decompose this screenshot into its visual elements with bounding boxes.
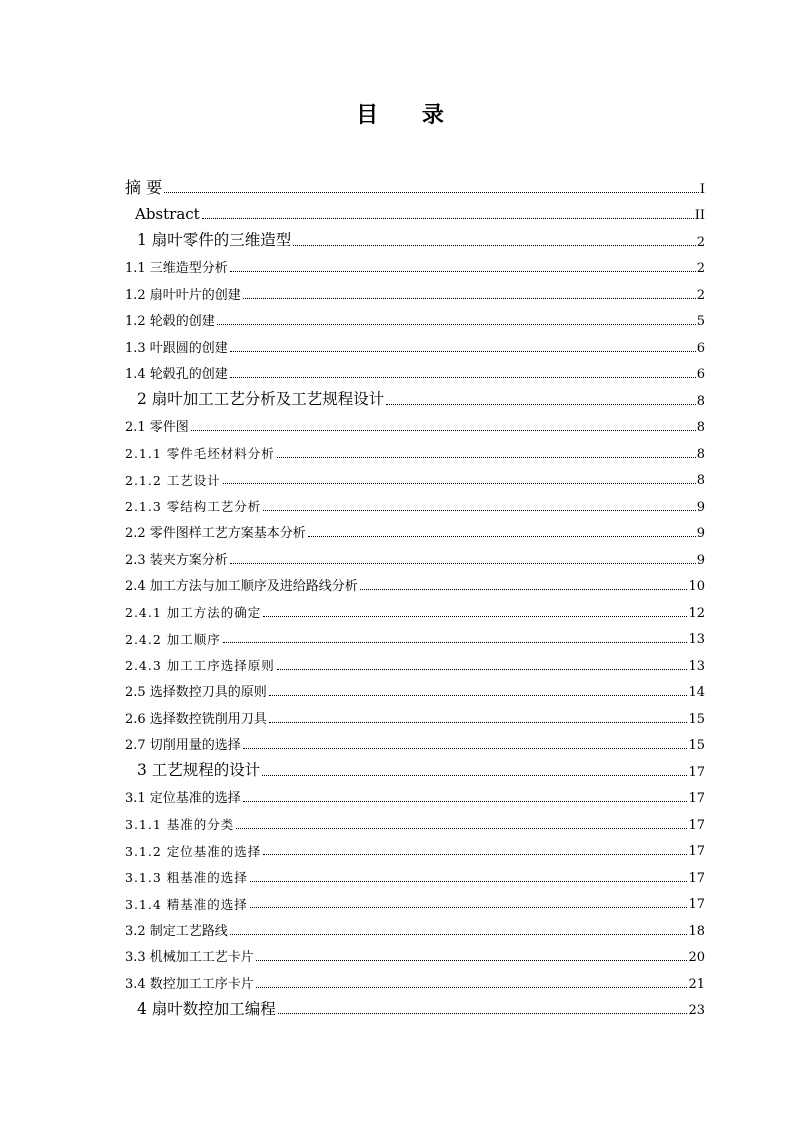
toc-entry-title: 3.4 数控加工工序卡片 <box>125 976 254 992</box>
toc-entry[interactable] <box>125 885 705 912</box>
dot-leader <box>277 669 688 670</box>
toc-entry-title: 2.4.1 加工方法的确定 <box>125 605 262 620</box>
dot-leader <box>230 351 696 352</box>
toc-entry[interactable] <box>125 222 705 249</box>
toc-entry-page: 2 <box>696 234 705 250</box>
toc-entry-title: 1.4 轮毂孔的创建 <box>125 367 228 382</box>
toc-entry-title: 3.1 定位基准的选择 <box>125 791 241 806</box>
toc-entry-title: 2 扇叶加工工艺分析及工艺规程设计 <box>137 390 385 408</box>
toc-entry[interactable] <box>125 752 705 779</box>
toc-entry-page: 6 <box>696 367 705 382</box>
dot-leader <box>277 457 696 458</box>
toc-entry[interactable] <box>125 302 705 329</box>
toc-entry-title: 2.1 零件图 <box>125 420 189 435</box>
toc-entry-title: 2.1.1 零件毛坯材料分析 <box>125 446 275 461</box>
toc-entry[interactable] <box>125 832 705 859</box>
toc-entry[interactable] <box>125 249 705 276</box>
toc-entry[interactable] <box>125 991 705 1018</box>
toc-entry-title: 1.2 轮毂的创建 <box>125 314 215 329</box>
dot-leader <box>236 828 687 829</box>
dot-leader <box>230 934 688 935</box>
toc-entry[interactable] <box>125 964 705 991</box>
toc-entry-page: 17 <box>688 791 705 806</box>
toc-entry-page: II <box>694 208 705 223</box>
toc-entry-page: 17 <box>688 897 705 912</box>
toc-entry-page: 12 <box>688 605 705 621</box>
toc-entry-page: 13 <box>688 658 705 674</box>
dot-leader <box>250 907 688 908</box>
dot-leader <box>230 563 696 564</box>
toc-entry-page: 9 <box>696 499 705 515</box>
toc-entry-title: 3 工艺规程的设计 <box>137 761 261 779</box>
dot-leader <box>269 722 688 723</box>
toc-entry-page: 17 <box>688 817 705 833</box>
toc-entry[interactable] <box>125 593 705 620</box>
toc-entry[interactable] <box>125 646 705 673</box>
toc-entry-title: 1.2 扇叶叶片的创建 <box>125 287 241 303</box>
dot-leader <box>278 1013 688 1014</box>
table-of-contents <box>125 169 705 1017</box>
toc-entry-page: 13 <box>688 632 705 647</box>
dot-leader <box>256 960 688 961</box>
dot-leader <box>217 324 696 325</box>
toc-entry-page: 8 <box>696 393 705 409</box>
toc-entry-title: 2.6 选择数控铣削用刀具 <box>125 711 267 727</box>
toc-entry-page: 15 <box>688 711 705 727</box>
toc-entry-page: 2 <box>696 261 705 276</box>
toc-entry-page: 20 <box>688 950 705 965</box>
toc-entry-title: 1 扇叶零件的三维造型 <box>137 231 292 249</box>
toc-entry[interactable] <box>125 328 705 355</box>
toc-entry[interactable] <box>125 673 705 700</box>
toc-entry-title: 3.2 制定工艺路线 <box>125 923 228 939</box>
toc-entry-title: 3.1.1 基准的分类 <box>125 817 235 832</box>
toc-entry-page: 8 <box>696 420 705 435</box>
toc-entry-page: 5 <box>696 314 705 329</box>
toc-entry[interactable] <box>125 487 705 514</box>
toc-entry[interactable] <box>125 408 705 435</box>
toc-entry[interactable] <box>125 275 705 302</box>
toc-entry-title: 3.1.3 粗基准的选择 <box>125 870 248 885</box>
toc-entry-title: 2.4.2 加工顺序 <box>125 631 221 647</box>
toc-entry[interactable] <box>125 779 705 806</box>
toc-entry-title: 2.1.3 零结构工艺分析 <box>125 499 262 514</box>
toc-entry-page: 17 <box>688 844 705 859</box>
toc-entry[interactable] <box>125 461 705 488</box>
toc-entry[interactable] <box>125 699 705 726</box>
toc-entry-title: 3.1.2 定位基准的选择 <box>125 843 262 859</box>
dot-leader <box>269 695 688 696</box>
page-title: 目 录 <box>356 102 462 128</box>
toc-entry[interactable] <box>125 726 705 753</box>
toc-entry-page: 10 <box>688 579 705 594</box>
toc-entry[interactable] <box>125 858 705 885</box>
dot-leader <box>230 271 696 272</box>
toc-entry-title: 3.3 机械加工工艺卡片 <box>125 950 254 965</box>
toc-entry[interactable] <box>125 381 705 408</box>
toc-entry-title: 2.4.3 加工工序选择原则 <box>125 658 275 673</box>
dot-leader <box>262 775 687 776</box>
toc-entry-page: 18 <box>688 923 705 939</box>
toc-entry-page: 6 <box>696 340 705 356</box>
toc-entry[interactable] <box>125 567 705 594</box>
toc-entry-title: 4 扇叶数控加工编程 <box>137 999 276 1018</box>
toc-entry-title: 摘 要 <box>125 177 163 197</box>
dot-leader <box>223 483 696 484</box>
toc-entry[interactable] <box>125 911 705 938</box>
dot-leader <box>223 642 688 643</box>
dot-leader <box>202 218 694 219</box>
toc-entry-title: 2.2 零件图样工艺方案基本分析 <box>125 526 306 541</box>
toc-entry[interactable] <box>125 169 705 196</box>
toc-entry-title: 2.3 装夹方案分析 <box>125 552 228 568</box>
toc-entry-page: 9 <box>696 552 705 568</box>
toc-entry-page: 21 <box>688 976 705 992</box>
toc-entry-page: 15 <box>688 738 705 753</box>
toc-entry-title: 2.5 选择数控刀具的原则 <box>125 685 267 700</box>
dot-leader <box>263 510 695 511</box>
dot-leader <box>263 616 687 617</box>
dot-leader <box>308 536 696 537</box>
toc-entry-title: 3.1.4 精基准的选择 <box>125 896 248 912</box>
toc-entry-page: 9 <box>696 526 705 541</box>
toc-entry-title: 2.1.2 工艺设计 <box>125 472 221 488</box>
toc-entry[interactable] <box>125 196 705 223</box>
toc-entry-title: 2.7 切削用量的选择 <box>125 738 241 753</box>
toc-entry-title: Abstract <box>135 205 200 223</box>
toc-entry-page: 14 <box>688 685 705 700</box>
toc-entry-page: 17 <box>688 870 705 886</box>
dot-leader <box>250 881 688 882</box>
toc-entry[interactable] <box>125 540 705 567</box>
toc-entry[interactable] <box>125 434 705 461</box>
dot-leader <box>293 245 695 246</box>
toc-entry[interactable] <box>125 620 705 647</box>
toc-entry-page: 2 <box>696 287 705 303</box>
toc-entry[interactable] <box>125 805 705 832</box>
toc-entry-title: 1.1 三维造型分析 <box>125 261 228 276</box>
dot-leader <box>243 801 688 802</box>
toc-entry[interactable] <box>125 938 705 965</box>
toc-entry-page: 8 <box>696 446 705 462</box>
dot-leader <box>230 377 696 378</box>
dot-leader <box>263 854 687 855</box>
toc-entry-page: 17 <box>688 764 705 780</box>
toc-entry-page: 23 <box>688 1003 705 1018</box>
dot-leader <box>243 298 696 299</box>
dot-leader <box>256 987 688 988</box>
dot-leader <box>243 748 688 749</box>
dot-leader <box>191 430 696 431</box>
toc-entry-page: 8 <box>696 473 705 488</box>
toc-entry[interactable] <box>125 355 705 382</box>
toc-entry-title: 2.4 加工方法与加工顺序及进给路线分析 <box>125 579 358 594</box>
dot-leader <box>360 589 688 590</box>
toc-entry[interactable] <box>125 514 705 541</box>
dot-leader <box>386 404 695 405</box>
toc-entry-page: I <box>699 181 705 197</box>
dot-leader <box>164 192 699 193</box>
toc-entry-title: 1.3 叶跟圆的创建 <box>125 340 228 356</box>
